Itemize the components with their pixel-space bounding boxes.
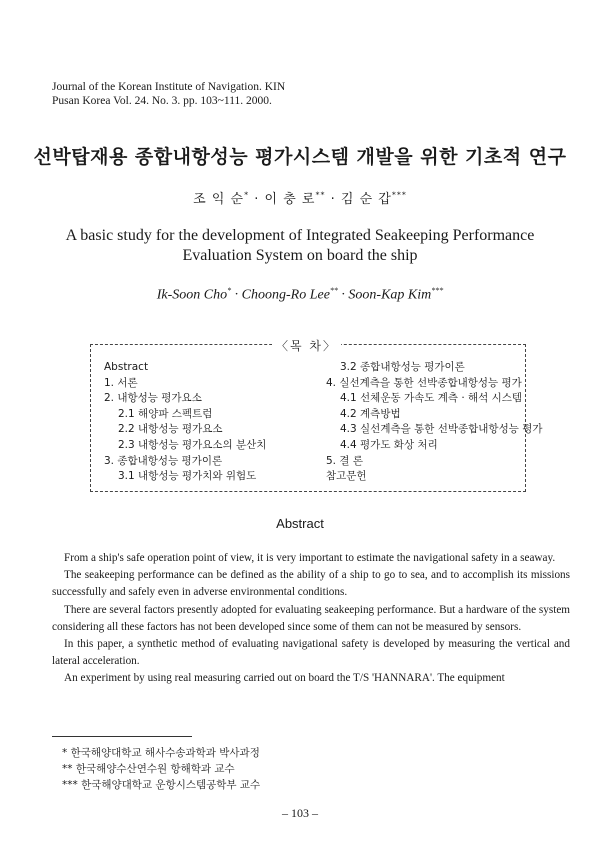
footnote: * 한국해양대학교 해사수송과학과 박사과정 [62,747,260,759]
journal-line-2: Pusan Korea Vol. 24. No. 3. pp. 103~111. 2000. [52,95,272,107]
author-2-korean: 이 충 로 [264,192,316,207]
toc-entry: Abstract [104,361,149,373]
toc-entry: 2. 내항성능 평가요소 [104,392,202,405]
author-2-mark: ** [329,286,338,295]
page-number: – 103 – [282,806,318,820]
journal-line-1: Journal of the Korean Institute of Navigation. KIN [52,81,286,93]
author-separator: · [325,192,341,207]
author-1-english: Ik-Soon Cho [156,287,228,303]
toc-left-column [104,360,324,485]
footnotes [62,745,260,793]
title-line-1: A basic study for the development of Integrated Seakeeping Performance [65,227,535,244]
paper-title-english [0,226,600,266]
author-1-mark: * [227,286,232,295]
author-3-mark: *** [431,286,444,295]
author-separator: · [231,287,242,303]
author-3-mark: *** [391,190,407,200]
footnote: ** 한국해양수산연수원 항해학과 교수 [62,763,235,775]
paper-title-korean: 선박탑재용 종합내항성능 평가시스템 개발을 위한 기초적 연구 [33,146,567,168]
toc-entry: 2.3 내항성능 평가요소의 분산치 [118,438,267,451]
author-separator: · [337,287,349,303]
author-2-mark: ** [315,190,326,200]
toc-entry: 4.3 실선계측을 통한 선박종합내항성능 평가 [340,423,543,436]
author-separator: · [249,192,265,207]
toc-entry: 2.2 내항성능 평가요소 [118,423,223,436]
abstract-paragraph: There are several factors presently adopted for evaluating seakeeping performance. But a hardware of the system considering all these factors has not been developed since some of them can not be measured by sensors. [52,603,570,633]
toc-entry: 1. 서론 [104,376,138,389]
authors-korean [0,188,600,207]
author-1-mark: * [244,190,250,200]
toc-entry: 3.2 종합내항성능 평가이론 [340,361,465,373]
toc-entry: 4. 실선계측을 통한 선박종합내항성능 평가 [326,376,522,389]
author-2-english: Choong-Ro Lee [241,287,330,303]
toc-entry: 참고문헌 [326,470,367,483]
footnote: *** 한국해양대학교 운항시스템공학부 교수 [62,779,261,791]
abstract-paragraph: From a ship's safe operation point of view, it is very important to estimate the navigational safety in a seaway. [64,552,556,564]
toc-entry: 4.1 선체운동 가속도 계측 · 해석 시스템 [340,392,523,405]
journal-info [52,80,285,108]
abstract-paragraph: In this paper, a synthetic method of evaluating navigational safety is developed by measuring the vertical and lateral acceleration. [52,638,570,668]
toc-label: 〈목 차〉 [272,337,341,354]
toc-right-column [326,360,543,485]
title-line-2: Evaluation System on board the ship [182,247,418,264]
toc-entry: 3.1 내항성능 평가치와 위험도 [118,470,257,483]
author-1-korean: 조 익 순 [193,192,245,207]
abstract-paragraph: An experiment by using real measuring carried out on board the T/S 'HANNARA'. The equipment [64,672,505,685]
author-3-korean: 김 순 갑 [340,192,392,207]
authors-english [0,286,600,304]
toc-entry: 4.4 평가도 화상 처리 [340,438,438,451]
author-3-english: Soon-Kap Kim [348,287,432,303]
abstract-body [52,550,570,688]
toc-entry: 4.2 계측방법 [340,407,401,420]
toc-entry: 3. 종합내항성능 평가이론 [104,454,223,467]
footnote-divider [52,736,192,737]
toc-entry: 2.1 해양파 스펙트럼 [118,407,213,420]
toc-entry: 5. 결 론 [326,454,363,467]
abstract-paragraph: The seakeeping performance can be defined as the ability of a ship to go to sea, and to accomplish its missions successfully and safely even in adverse environmental conditions. [52,569,570,599]
abstract-heading: Abstract [276,516,324,531]
